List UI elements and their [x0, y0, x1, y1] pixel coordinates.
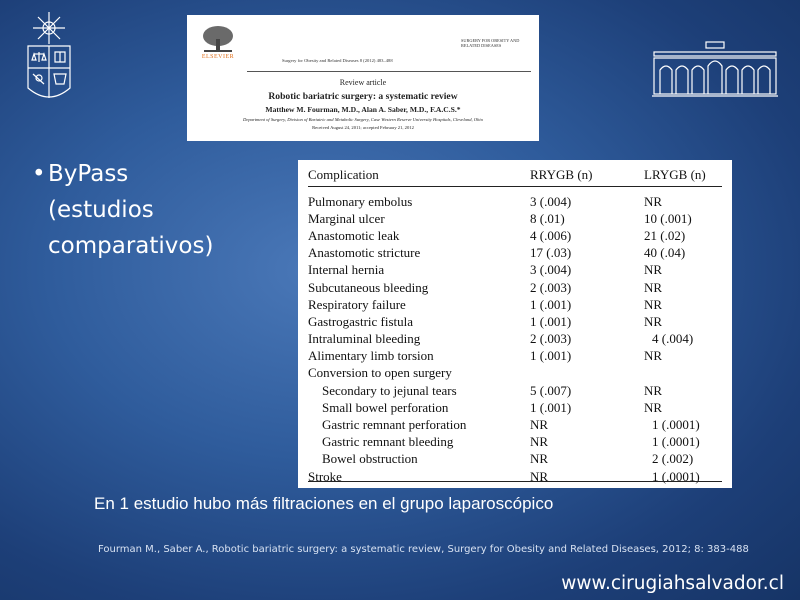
table-header-row — [308, 164, 722, 187]
table-row — [308, 210, 722, 227]
rrygb-cell: 4 (.006) — [530, 227, 572, 243]
rrygb-cell: NR — [530, 468, 549, 484]
complication-cell: Stroke — [308, 468, 342, 484]
complication-cell: Bowel obstruction — [322, 451, 418, 467]
complication-cell: Gastrogastric fistula — [308, 313, 414, 329]
article-header-image — [187, 15, 539, 141]
rrygb-cell: NR — [530, 434, 549, 450]
bullet-line: comparativos) — [48, 233, 214, 259]
journal-line: Surgery for Obesity and Related Diseases 8 (2012) 483–488 — [282, 58, 393, 63]
header-divider — [247, 71, 531, 72]
article-type: Review article — [339, 78, 387, 87]
bullet-dot-icon: • — [32, 161, 46, 187]
column-header-lrygb: LRYGB (n) — [644, 164, 722, 187]
lrygb-cell: 2 (.002) — [652, 451, 694, 467]
table-row — [308, 451, 722, 468]
table-row — [308, 262, 722, 279]
complications-table — [308, 164, 722, 485]
bullet-point — [32, 156, 283, 264]
rrygb-cell — [530, 365, 644, 382]
publisher-logo — [195, 25, 241, 60]
rrygb-cell: 2 (.003) — [530, 331, 572, 347]
lrygb-cell: 21 (.02) — [644, 227, 686, 243]
finding-note: En 1 estudio hubo más filtraciones en el grupo laparoscópico — [94, 494, 554, 513]
lrygb-cell: 10 (.001) — [644, 210, 692, 226]
article-title: Robotic bariatric surgery: a systematic review — [268, 91, 458, 102]
article-dates: Received August 24, 2011; accepted February 21, 2012 — [312, 125, 414, 130]
rrygb-cell: 1 (.001) — [530, 296, 572, 312]
lrygb-cell: NR — [644, 296, 663, 312]
table-row — [308, 434, 722, 451]
complication-cell: Conversion to open surgery — [308, 365, 452, 381]
complication-cell: Respiratory failure — [308, 296, 406, 312]
lrygb-cell: NR — [644, 193, 663, 209]
complication-cell: Intraluminal bleeding — [308, 331, 421, 347]
bullet-line: (estudios — [48, 197, 154, 223]
table-row — [308, 296, 722, 313]
rrygb-cell: 1 (.001) — [530, 348, 572, 364]
rrygb-cell: 17 (.03) — [530, 245, 572, 261]
building-facade-logo — [650, 40, 780, 100]
complication-cell: Small bowel perforation — [322, 399, 449, 415]
table-row — [308, 468, 722, 485]
table-row — [308, 382, 722, 399]
complications-table-image — [298, 160, 732, 488]
website-url: www.cirugiahsalvador.cl — [561, 573, 784, 594]
complication-cell: Subcutaneous bleeding — [308, 279, 429, 295]
complication-cell: Pulmonary embolus — [308, 193, 413, 209]
table-row — [308, 348, 722, 365]
university-crest-logo — [20, 10, 78, 110]
rrygb-cell: 1 (.001) — [530, 399, 572, 415]
lrygb-cell: 1 (.0001) — [652, 434, 700, 450]
table-row — [308, 313, 722, 330]
lrygb-cell: NR — [644, 262, 663, 278]
publisher-name: ELSEVIER — [201, 54, 235, 60]
rrygb-cell: 3 (.004) — [530, 262, 572, 278]
article-authors: Matthew M. Fourman, M.D., Alan A. Saber, M.D., F.A.C.S.* — [265, 105, 461, 114]
journal-brand: SURGERY FOR OBESITY AND RELATED DISEASES — [461, 38, 520, 48]
complication-cell: Internal hernia — [308, 262, 385, 278]
complication-cell: Anastomotic leak — [308, 227, 400, 243]
lrygb-cell: 40 (.04) — [644, 245, 686, 261]
complication-cell: Gastric remnant bleeding — [322, 434, 454, 450]
complication-cell: Anastomotic stricture — [308, 245, 421, 261]
lrygb-cell: 1 (.0001) — [652, 468, 700, 484]
rrygb-cell: NR — [530, 451, 549, 467]
complication-cell: Alimentary limb torsion — [308, 348, 434, 364]
table-row — [308, 416, 722, 433]
article-affiliation: Department of Surgery, Division of Bariatric and Metabolic Surgery, Case Western Reserve University Hospitals, Cleveland, Ohio — [243, 117, 483, 122]
column-header-rrygb: RRYGB (n) — [530, 164, 644, 187]
table-row — [308, 279, 722, 296]
complication-cell: Secondary to jejunal tears — [322, 382, 457, 398]
lrygb-cell: 4 (.004) — [652, 331, 694, 347]
lrygb-cell — [644, 365, 722, 382]
table-row — [308, 187, 722, 211]
rrygb-cell: 8 (.01) — [530, 210, 565, 226]
complication-cell: Gastric remnant perforation — [322, 417, 467, 433]
rrygb-cell: 2 (.003) — [530, 279, 572, 295]
column-header-complication: Complication — [308, 164, 530, 187]
rrygb-cell: 3 (.004) — [530, 193, 572, 209]
reference-citation: Fourman M., Saber A., Robotic bariatric surgery: a systematic review, Surgery for Obesity and Related Diseases, 2012; 8: 383-488 — [98, 544, 749, 555]
rrygb-cell: NR — [530, 417, 549, 433]
rrygb-cell: 5 (.007) — [530, 382, 572, 398]
rrygb-cell: 1 (.001) — [530, 313, 572, 329]
lrygb-cell: NR — [644, 399, 663, 415]
tree-icon — [200, 25, 236, 53]
table-row — [308, 399, 722, 416]
lrygb-cell: NR — [644, 279, 663, 295]
lrygb-cell: NR — [644, 382, 663, 398]
table-row — [308, 245, 722, 262]
table-row — [308, 227, 722, 244]
complication-cell: Marginal ulcer — [308, 210, 385, 226]
bullet-line: ByPass — [48, 161, 129, 187]
table-row — [308, 331, 722, 348]
table-bottom-rule — [308, 481, 722, 482]
lrygb-cell: 1 (.0001) — [652, 417, 700, 433]
lrygb-cell: NR — [644, 348, 663, 364]
table-row — [308, 365, 722, 382]
lrygb-cell: NR — [644, 313, 663, 329]
